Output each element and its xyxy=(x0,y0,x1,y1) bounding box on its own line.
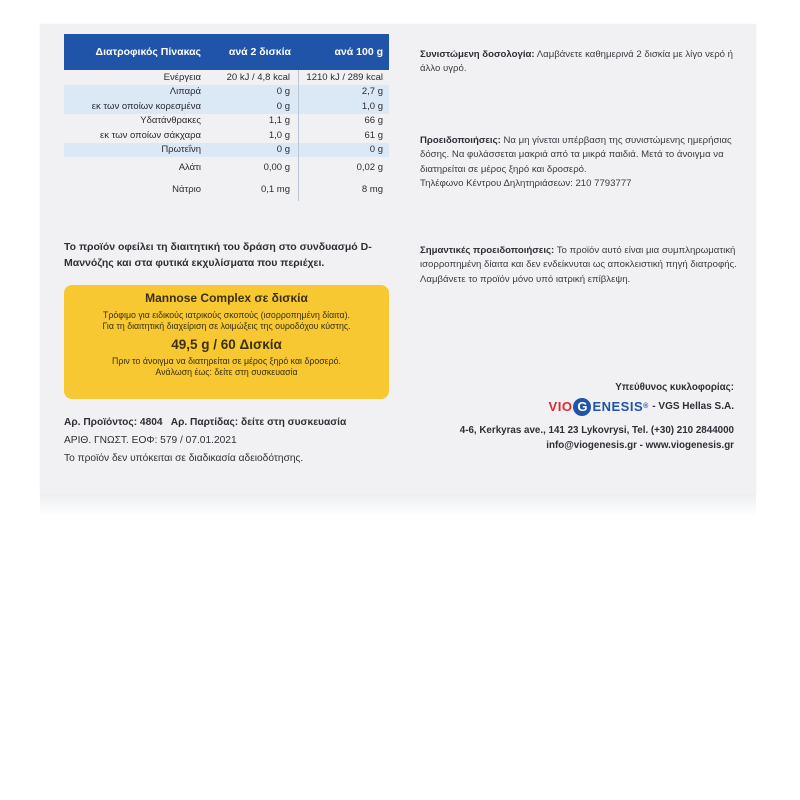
important-text: Το προϊόν αυτό είναι μια συμπληρωματική ισορροπημένη δίαιτα και δεν ενδείκνυται ως αποκλειστική πηγή διατροφής. Λαμβάνετε το προϊόν μόνο υπό ιατρική επίβλεψη. xyxy=(420,245,737,285)
nutrition-row-saturates xyxy=(64,99,389,114)
row-label: Νάτριο xyxy=(172,184,201,196)
row-per-100g: 66 g xyxy=(364,115,383,126)
row-per-dose: 0,1 mg xyxy=(209,179,299,201)
row-per-dose: 0 g xyxy=(209,99,299,114)
row-per-100g: 61 g xyxy=(364,129,383,141)
row-per-dose: 1,0 g xyxy=(209,128,299,143)
nutrition-row-sugars xyxy=(64,128,389,143)
company-address: 4-6, Kerkyras ave., 141 23 Lykovrysi, Tel. (+30) 210 2844000 xyxy=(459,425,734,437)
row-label: Αλάτι xyxy=(178,162,201,174)
warnings-lead: Προειδοποιήσεις: xyxy=(420,135,501,146)
row-per-dose: 0 g xyxy=(209,143,299,158)
product-purpose-line: Τρόφιμο για ειδικούς ιατρικούς σκοπούς (ισορροπημένη δίαιτα). xyxy=(103,309,350,320)
notification-number: ΑΡΙΘ. ΓΝΩΣΤ. ΕΟΦ: 579 / 07.01.2021 xyxy=(64,434,237,446)
row-label: Υδατάνθρακες xyxy=(140,115,201,126)
storage-line: Πριν το άνοιγμα να διατηρείται σε μέρος ξηρό και δροσερό. xyxy=(112,355,341,366)
package-label-panel xyxy=(40,24,756,494)
dosage-text: Λαμβάνετε καθημερινά 2 δισκία με λίγο νερό ή άλλο υγρό. xyxy=(420,49,733,75)
logo-vio-text: VIO xyxy=(548,399,573,415)
product-use-line: Για τη διαιτητική διαχείριση σε λοιμώξεις της ουροδόχου κύστης. xyxy=(102,321,351,332)
product-number: Αρ. Προϊόντος: 4804 xyxy=(64,417,163,428)
logo-g-circle-icon: G xyxy=(573,398,591,416)
expiry-line: Ανάλωση έως: δείτε στη συσκευασία xyxy=(155,367,298,378)
company-web: info@viogenesis.gr - www.viogenesis.gr xyxy=(546,440,734,452)
row-label: εκ των οποίων σάκχαρα xyxy=(99,129,201,141)
warnings-section xyxy=(420,134,738,192)
dosage-section xyxy=(420,48,738,77)
nutrition-row-protein xyxy=(64,143,389,158)
product-title: Mannose Complex σε δισκία xyxy=(145,291,308,305)
row-per-100g: 8 mg xyxy=(361,184,383,196)
warnings-text: Να μη γίνεται υπέρβαση της συνιστώμενης ημερήσιας δόσης. Να φυλάσσεται μακριά από τα μικρά παιδιά. Μετά το άνοιγμα να διατηρείται σε μέρος ξηρό και δροσερό. xyxy=(420,135,732,175)
row-per-100g: 0,02 g xyxy=(356,162,383,174)
batch-number: Αρ. Παρτίδας: δείτε στη συσκευασία xyxy=(170,417,347,428)
action-statement: Το προϊόν οφείλει τη διαιτητική του δράση στο συνδυασμό D-Μαννόζης και στα φυτικά εκχυλίσματα που περιέχει. xyxy=(64,241,372,270)
nutrition-table-header xyxy=(64,34,389,70)
important-lead: Σημαντικές προειδοποιήσεις: xyxy=(420,245,555,256)
row-label: Ενέργεια xyxy=(163,71,201,83)
nutrition-row-energy xyxy=(64,70,389,85)
nutrition-row-carbohydrates xyxy=(64,114,389,129)
poison-center-phone: Τηλέφωνο Κέντρου Δηλητηριάσεων: 210 7793777 xyxy=(420,178,632,190)
row-per-dose: 0,00 g xyxy=(209,157,299,179)
logo-enesis-text: ENESIS xyxy=(592,399,644,415)
nutrition-row-salt xyxy=(64,157,389,179)
row-per-dose: 1,1 g xyxy=(209,114,299,129)
nutrition-row-fat xyxy=(64,85,389,100)
row-per-100g: 1,0 g xyxy=(361,100,383,112)
header-nutrition-label: Διατροφικός Πίνακας xyxy=(95,45,201,58)
product-registration-info xyxy=(64,414,404,468)
header-per-100g: ανά 100 g xyxy=(334,45,383,58)
product-batch-line xyxy=(64,414,404,432)
row-label: Λιπαρά xyxy=(169,86,201,97)
nutrition-table xyxy=(64,34,389,201)
row-per-100g: 1210 kJ / 289 kcal xyxy=(306,71,383,83)
company-name: - VGS Hellas S.A. xyxy=(652,401,734,413)
row-per-100g: 2,7 g xyxy=(361,86,383,97)
product-quantity: 49,5 g / 60 Δισκία xyxy=(171,337,282,353)
row-label: εκ των οποίων κορεσμένα xyxy=(91,100,201,112)
panel-edge-fade xyxy=(40,494,756,516)
viogenesis-logo xyxy=(394,397,734,417)
row-per-dose: 0 g xyxy=(209,85,299,100)
nutrition-row-sodium xyxy=(64,179,389,201)
responsible-label: Υπεύθυνος κυκλοφορίας: xyxy=(615,382,734,393)
approval-note: Το προϊόν δεν υπόκειται σε διαδικασία αδειοδότησης. xyxy=(64,452,304,464)
row-label: Πρωτεΐνη xyxy=(161,144,201,155)
header-per-dose: ανά 2 δισκία xyxy=(228,45,291,58)
registered-mark: ® xyxy=(643,402,649,410)
row-per-100g: 0 g xyxy=(369,144,383,155)
important-warnings-section xyxy=(420,244,738,287)
dosage-lead: Συνιστώμενη δοσολογία: xyxy=(420,49,535,60)
row-per-dose: 20 kJ / 4,8 kcal xyxy=(209,70,299,85)
responsible-party xyxy=(394,380,734,454)
product-info-box xyxy=(64,285,389,399)
